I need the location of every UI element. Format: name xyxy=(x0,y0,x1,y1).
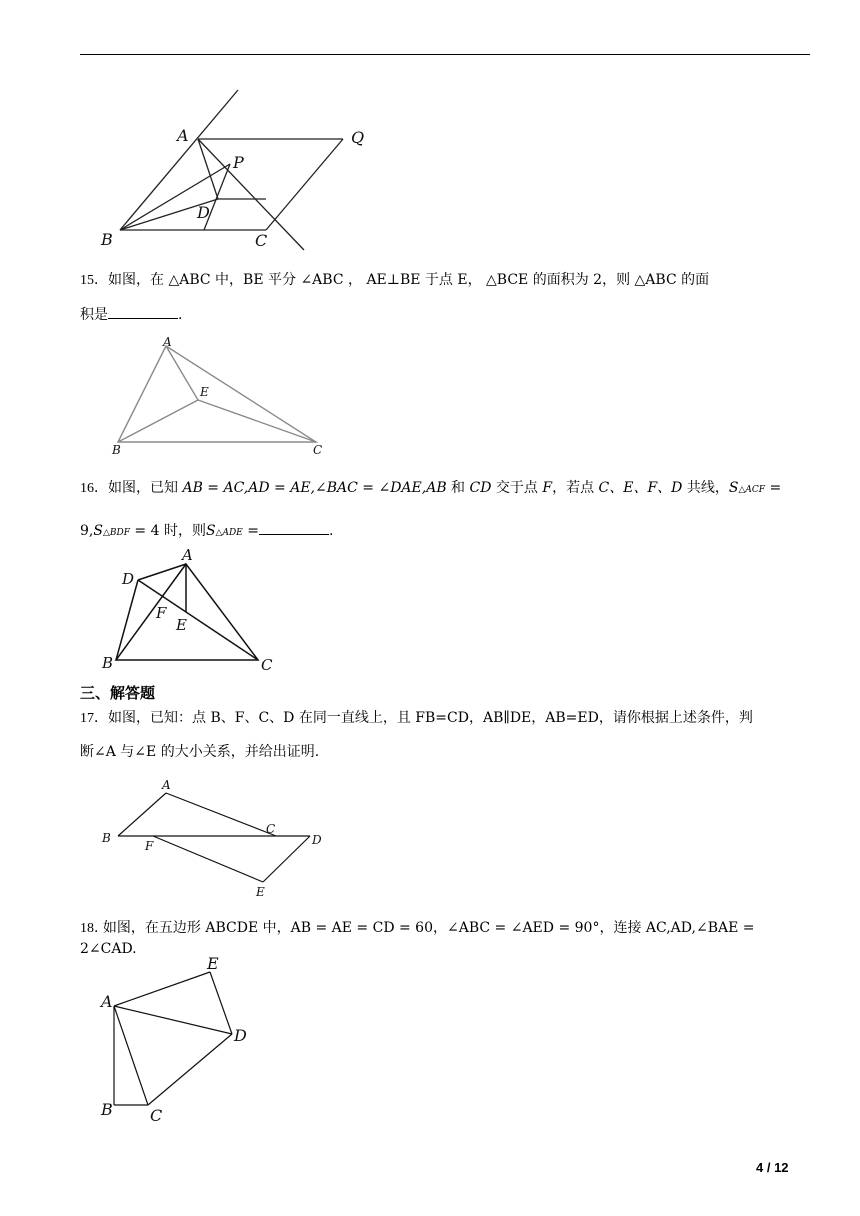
question-15-line1 xyxy=(80,270,810,291)
question-18-text: . 如图，在五边形 ABCDE 中，AB = AE = CD = 60，∠ABC = ∠AED = 90°，连接 AC,AD,∠BAE = 2∠CAD. xyxy=(80,920,755,957)
question-16-s2-sub: △BDF xyxy=(102,528,130,538)
figure-17 xyxy=(98,772,338,902)
label-E: E xyxy=(256,885,265,899)
answer-blank-15[interactable] xyxy=(108,304,178,319)
label-E: E xyxy=(207,954,219,973)
question-16-text-f: ，若点 xyxy=(552,480,599,496)
label-F: F xyxy=(156,604,167,622)
label-C: C xyxy=(313,443,323,457)
question-16-text-h: 共线， xyxy=(682,480,729,496)
question-16-cont xyxy=(80,520,810,543)
question-16-s3-sub: △ADE xyxy=(215,528,243,538)
header-rule xyxy=(80,54,810,55)
label-C: C xyxy=(266,822,276,836)
label-E: E xyxy=(176,616,187,634)
question-16-s3: S xyxy=(205,523,216,539)
label-B: B xyxy=(102,654,114,672)
question-16-math-1: AB = AC,AD = AE,∠BAC = ∠DAE,AB xyxy=(182,480,447,496)
label-B: B xyxy=(112,443,121,457)
label-C: C xyxy=(255,231,268,250)
label-A: A xyxy=(163,335,172,349)
label-C: C xyxy=(150,1106,163,1125)
figure-17-svg xyxy=(98,772,338,902)
label-D: D xyxy=(197,203,210,222)
question-16-s2: S xyxy=(93,523,103,539)
figure-16 xyxy=(98,546,288,676)
question-17-text-line1: ．如图，已知：点 B、F、C、D 在同一直线上，且 FB=CD，AB∥DE，AB=ED，请你根据上述条件，判 xyxy=(94,710,753,726)
question-15 xyxy=(80,270,810,291)
label-D: D xyxy=(312,833,322,847)
label-D: D xyxy=(234,1026,247,1045)
question-15-end: . xyxy=(178,307,183,323)
question-17-text-line2: 断∠A 与∠E 的大小关系，并给出证明. xyxy=(80,744,320,760)
question-16-eq2: = xyxy=(242,523,259,539)
label-B: B xyxy=(102,831,111,845)
figure-prev xyxy=(95,88,385,258)
question-16-text-a: ．如图，已知 xyxy=(94,480,183,496)
question-16-line2-a: 9, xyxy=(80,523,94,539)
question-15-number: 15 xyxy=(80,273,94,288)
question-16-line2-b: = 4 时，则 xyxy=(129,523,206,539)
figure-15-svg xyxy=(108,334,338,464)
figure-18-svg xyxy=(98,952,268,1132)
question-16-number: 16 xyxy=(80,481,94,496)
page-number: 4 / 12 xyxy=(756,1160,789,1175)
section-heading: 三、解答题 xyxy=(80,684,156,702)
question-18-number: 18 xyxy=(80,921,94,936)
question-16-text-b: 和 xyxy=(446,480,470,496)
question-16-s1-sub: △ACF xyxy=(738,485,766,495)
question-16-math-points: C、E、F、D xyxy=(598,480,683,496)
figure-15 xyxy=(108,334,338,464)
figure-16-svg xyxy=(98,546,288,676)
label-A: A xyxy=(101,992,113,1011)
label-C: C xyxy=(261,656,273,674)
question-16-math-cd: CD xyxy=(469,480,492,496)
label-E: E xyxy=(200,385,209,399)
label-P: P xyxy=(233,153,244,172)
label-B: B xyxy=(101,230,113,249)
question-15-cont xyxy=(80,304,810,325)
question-16-eq1: = xyxy=(765,480,782,496)
label-B: B xyxy=(101,1100,113,1119)
figure-18 xyxy=(98,952,268,1132)
question-15-text-line1: ．如图，在 △ABC 中，BE 平分 ∠ABC ， AE⊥BE 于点 E， △BCE 的面积为 2，则 △ABC 的面 xyxy=(94,272,710,288)
question-16-end: . xyxy=(328,523,334,539)
question-16 xyxy=(80,478,810,500)
label-F: F xyxy=(145,839,154,853)
answer-blank-16[interactable] xyxy=(259,520,329,535)
label-A: A xyxy=(162,778,171,792)
question-17 xyxy=(80,708,810,729)
label-Q: Q xyxy=(351,128,365,147)
figure-prev-svg xyxy=(95,88,385,258)
label-A: A xyxy=(177,126,189,145)
label-D: D xyxy=(122,570,135,588)
question-16-text-d: 交于点 xyxy=(491,480,543,496)
question-17-cont xyxy=(80,742,810,762)
question-15-text-line2: 积是 xyxy=(80,307,108,323)
question-16-s1: S xyxy=(728,480,739,496)
question-16-math-f: F xyxy=(542,480,553,496)
label-A: A xyxy=(182,546,193,564)
question-17-number: 17 xyxy=(80,711,94,726)
